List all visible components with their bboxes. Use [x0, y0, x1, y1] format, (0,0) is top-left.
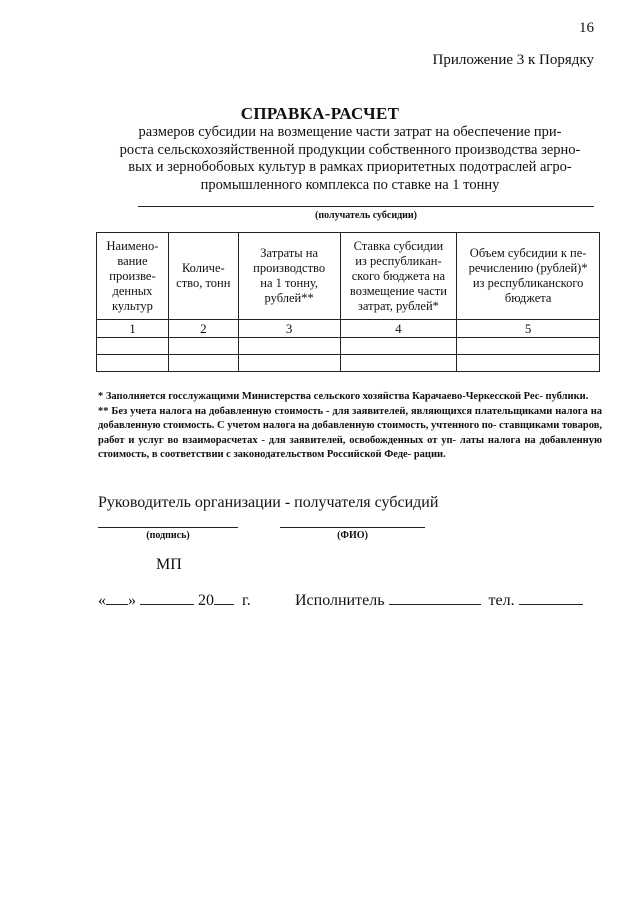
- column-number: 1: [97, 320, 169, 338]
- phone-label: тел.: [488, 592, 515, 609]
- header-crop-name: Наимено- вание произве- денных культур: [97, 233, 169, 320]
- signature-caption: (подпись): [146, 530, 190, 541]
- table-cell[interactable]: [457, 338, 600, 355]
- signature-fill-line[interactable]: [98, 527, 238, 528]
- subtitle-line: вых и зернобобовых культур в рамках приоритетных подотраслей агро-: [128, 159, 572, 175]
- executor-label: Исполнитель: [295, 592, 385, 609]
- date-row: [98, 590, 251, 610]
- table-cell[interactable]: [457, 355, 600, 372]
- table-row: [97, 338, 600, 355]
- executor-fill-line[interactable]: [389, 590, 481, 605]
- appendix-label: Приложение 3 к Порядку: [432, 52, 594, 68]
- quote-close: »: [128, 592, 136, 609]
- recipient-caption: (получатель субсидии): [315, 210, 417, 221]
- footnote: * Заполняется госслужащими Министерства сельского хозяйства Карачаево-Черкесской Рес- публики.: [98, 391, 589, 402]
- full-name-fill-line[interactable]: [280, 527, 425, 528]
- column-number: 4: [340, 320, 457, 338]
- footnote: ** Без учета налога на добавленную стоимость - для заявителей, являющихся плательщиками налога на добавленную стоимость. С учетом налога на добавленную стоимость, учтенного по- ставщиками товаров, работ и услуг во взаиморасчетах - для заявителей, освобожденных от уп- латы налога на добавленную стоимость, в соответствии с законодательством Российской Феде- рации.: [98, 405, 602, 460]
- document-subtitle: [100, 124, 600, 194]
- table-cell[interactable]: [97, 355, 169, 372]
- year-fill-line[interactable]: [214, 590, 234, 605]
- table-cell[interactable]: [238, 338, 340, 355]
- header-subsidy-rate: Ставка субсидии из республикан- ского бюджета на возмещение части затрат, рублей*: [340, 233, 457, 320]
- quote-open: «: [98, 592, 106, 609]
- full-name-caption: (ФИО): [337, 530, 368, 541]
- subtitle-line: размеров субсидии на возмещение части затрат на обеспечение при-: [138, 124, 562, 140]
- column-number-row: [97, 320, 600, 338]
- header-quantity: Количе- ство, тонн: [168, 233, 238, 320]
- table-cell[interactable]: [340, 355, 457, 372]
- page-number: 16: [579, 20, 594, 36]
- subtitle-line: промышленного комплекса по ставке на 1 тонну: [200, 176, 500, 193]
- table-cell[interactable]: [97, 338, 169, 355]
- executor-row: [295, 590, 583, 610]
- table-row: [97, 355, 600, 372]
- subtitle-line: роста сельскохозяйственной продукции собственного производства зерно-: [119, 141, 581, 158]
- table-header-row: [97, 233, 600, 320]
- stamp-place-label: МП: [156, 556, 182, 573]
- year-prefix: 20: [198, 592, 214, 609]
- phone-fill-line[interactable]: [519, 590, 583, 605]
- footnotes: [98, 390, 602, 463]
- calculation-table: [96, 232, 600, 372]
- organization-head-label: Руководитель организации - получателя субсидий: [98, 494, 439, 511]
- table-cell[interactable]: [168, 355, 238, 372]
- table-cell[interactable]: [340, 338, 457, 355]
- day-fill-line[interactable]: [106, 590, 128, 605]
- table-cell[interactable]: [238, 355, 340, 372]
- recipient-fill-line[interactable]: [138, 206, 594, 207]
- table-cell[interactable]: [168, 338, 238, 355]
- month-fill-line[interactable]: [140, 590, 194, 605]
- column-number: 3: [238, 320, 340, 338]
- document-title: СПРАВКА-РАСЧЕТ: [240, 104, 400, 123]
- header-subsidy-amount: Объем субсидии к пе- речислению (рублей)* из республиканского бюджета: [457, 233, 600, 320]
- column-number: 2: [168, 320, 238, 338]
- header-cost-per-ton: Затраты на производство на 1 тонну, рублей**: [238, 233, 340, 320]
- year-suffix: г.: [242, 592, 251, 609]
- column-number: 5: [457, 320, 600, 338]
